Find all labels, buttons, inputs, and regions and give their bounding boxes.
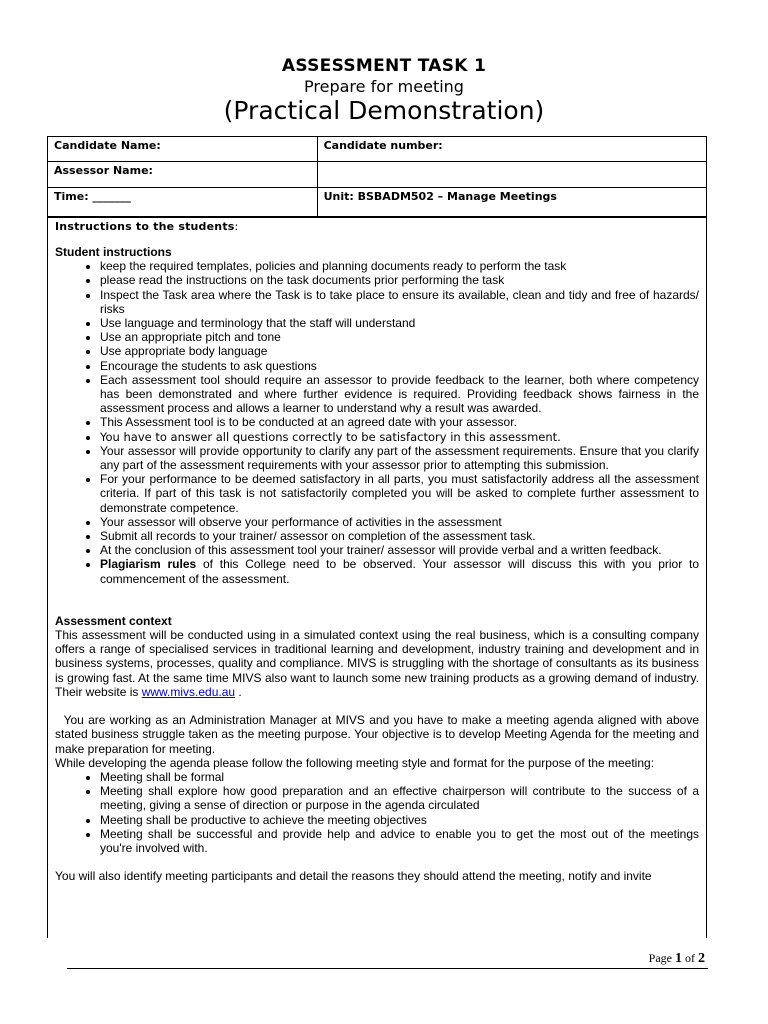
list-item: • You have to answer all questions correctly to be satisfactory in this assessment. <box>100 430 699 444</box>
time-cell: Time: _______ <box>48 188 318 217</box>
context-paragraph-3: While developing the agenda please follow the following meeting style and format for the purpose of the meeting: <box>55 755 655 770</box>
context-paragraph-1-text: This assessment will be conducted using in a simulated context using the real business, which is a consulting company offers a range of specialised services in traditional learning and development, industry training and development and in business systems, processes, quality and compliance. MIVS is struggling with the shortage of consultants as its business is growing fast. At the same time MIVS also want to launch some new training products as a growing demand of industry. Their website is <box>55 628 699 699</box>
student-instructions-list <box>55 259 699 586</box>
page-total: 2 <box>698 951 705 966</box>
page-number <box>649 951 705 967</box>
page-word: Page <box>648 951 675 965</box>
instructions-section <box>47 217 707 938</box>
candidate-info-table <box>47 136 707 217</box>
list-item: • Use an appropriate pitch and tone <box>100 330 699 344</box>
unit-cell: Unit: BSBADM502 – Manage Meetings <box>317 188 706 217</box>
website-link[interactable]: www.mivs.edu.au <box>141 684 236 699</box>
list-item: • Each assessment tool should require an assessor to provide feedback to the learner, both where competency has been demonstrated and where further evidence is required. Providing feedback shows fairness in the assessment process and allows a learner to understand why a result was awarded. <box>100 373 699 416</box>
student-instructions-heading: Student instructions <box>55 245 172 259</box>
list-item: • Meeting shall explore how good preparation and an effective chairperson will contribute to the success of a meeting, giving a sense of direction or purpose in the agenda circulated <box>100 784 699 812</box>
list-item: • keep the required templates, policies and planning documents ready to perform the task <box>100 259 699 273</box>
list-item: • Submit all records to your trainer/ assessor on completion of the assessment task. <box>100 529 699 543</box>
of-word: of <box>682 951 698 965</box>
document-title: ASSESSMENT TASK 1 <box>281 56 487 76</box>
list-item: • At the conclusion of this assessment tool your trainer/ assessor will provide verbal and a written feedback. <box>100 543 699 557</box>
list-item: • Encourage the students to ask questions <box>100 359 699 373</box>
plagiarism-rules-text: of this College need to be observed. Your assessor will discuss this with you prior to commencement of the assessment. <box>100 557 699 586</box>
plagiarism-item <box>100 557 699 585</box>
list-item: • Your assessor will observe your performance of activities in the assessment <box>100 515 699 529</box>
plagiarism-rules-label: Plagiarism rules <box>100 557 197 572</box>
instructions-heading <box>55 220 699 233</box>
list-item: • Use appropriate body language <box>100 344 699 358</box>
list-item: • Use language and terminology that the staff will understand <box>100 316 699 330</box>
list-item: • Meeting shall be formal <box>100 770 699 784</box>
context-paragraph-1-end: . <box>235 684 242 699</box>
list-item: • This Assessment tool is to be conducted at an agreed date with your assessor. <box>100 415 699 429</box>
list-item: • Your assessor will provide opportunity to clarify any part of the assessment requirements. Ensure that you clarify any part of the assessment requirements with your assessor prior to attempting this submission. <box>100 444 699 472</box>
context-paragraph-4: You will also identify meeting participants and detail the reasons they should attend the meeting, notify and invite <box>55 869 652 884</box>
assessor-name-value-cell <box>317 162 706 188</box>
document-type: (Practical Demonstration) <box>223 96 545 125</box>
document-subtitle: Prepare for meeting <box>304 77 464 96</box>
instructions-heading-colon: : <box>234 220 239 233</box>
assessment-context-heading: Assessment context <box>55 613 172 628</box>
candidate-number-cell: Candidate number: <box>317 137 706 162</box>
list-item: • For your performance to be deemed satisfactory in all parts, you must satisfactorily address all the assessment criteria. If part of this task is not satisfactorily completed you will be asked to complete further assessment to demonstrate competence. <box>100 472 699 515</box>
title-block <box>0 56 768 125</box>
instructions-heading-text: Instructions to the students <box>55 220 235 233</box>
list-item: • Meeting shall be successful and provide help and advice to enable you to get the most out of the meetings you're involved with. <box>100 827 699 855</box>
list-item: • Inspect the Task area where the Task is to take place to ensure its available, clean and tidy and free of hazards/ risks <box>100 288 699 316</box>
assessor-name-cell: Assessor Name: <box>48 162 318 188</box>
page-current: 1 <box>675 951 682 966</box>
context-paragraph-2: You are working as an Administration Manager at MIVS and you have to make a meeting agenda aligned with above stated business struggle taken as the meeting purpose. Your objective is to develop Meeting Agenda for the meeting and make preparation for meeting. <box>55 713 703 756</box>
list-item: • please read the instructions on the task documents prior performing the task <box>100 273 699 287</box>
candidate-name-cell: Candidate Name: <box>48 137 318 162</box>
context-paragraph-1 <box>55 628 699 699</box>
footer-divider <box>67 968 708 969</box>
meeting-style-list <box>55 770 699 855</box>
list-item: • Meeting shall be productive to achieve the meeting objectives <box>100 813 699 827</box>
